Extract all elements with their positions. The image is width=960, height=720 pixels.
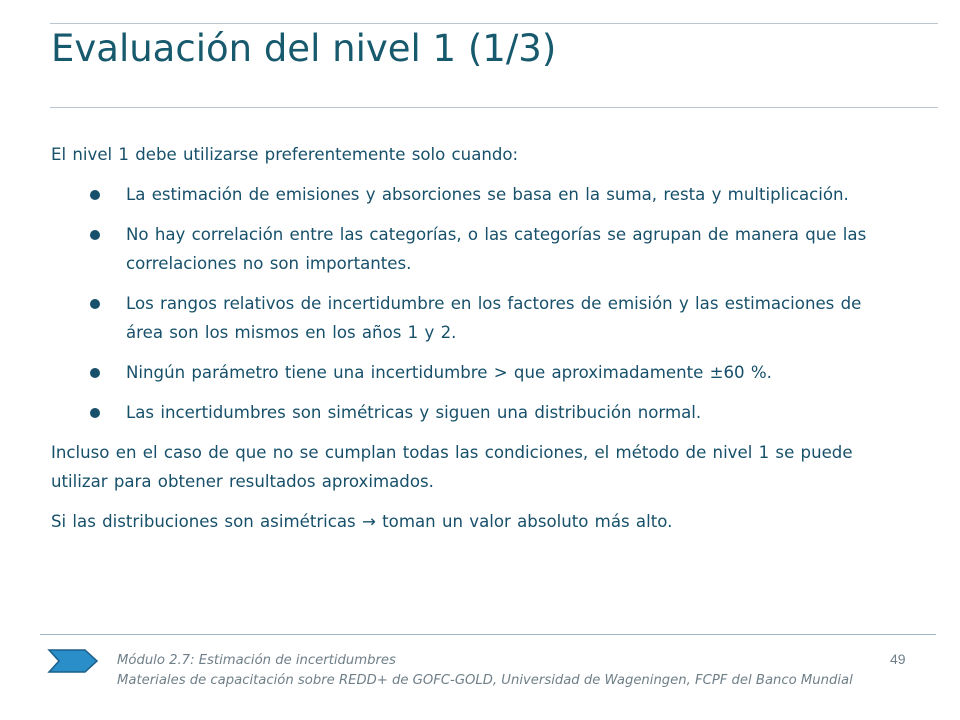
bullet-dot-icon	[90, 299, 100, 309]
chevron-arrow-icon	[47, 648, 99, 674]
bullet-dot-icon	[90, 408, 100, 418]
slide-body	[51, 140, 891, 547]
footer-text	[117, 651, 857, 691]
asymmetric-text-before: Si las distribuciones son asimétricas	[51, 512, 356, 531]
bullet-dot-icon	[90, 230, 100, 240]
right-arrow-icon: →	[361, 512, 376, 531]
condition-item	[51, 220, 891, 278]
condition-text: La estimación de emisiones y absorciones se basa en la suma, resta y multiplicación.	[126, 185, 849, 204]
condition-text: Las incertidumbres son simétricas y siguen una distribución normal.	[126, 403, 702, 422]
asymmetric-text	[51, 507, 891, 536]
condition-text: Ningún parámetro tiene una incertidumbre > que aproximadamente ±60 %.	[126, 363, 772, 382]
bullet-dot-icon	[90, 190, 100, 200]
footer-rule	[40, 634, 936, 635]
title-rule	[50, 107, 938, 108]
condition-item	[51, 180, 891, 209]
intro-text: El nivel 1 debe utilizarse preferentemente solo cuando:	[51, 145, 519, 164]
condition-item	[51, 289, 891, 347]
footer-module: Módulo 2.7: Estimación de incertidumbres	[117, 653, 396, 668]
bullet-dot-icon	[90, 368, 100, 378]
footer-materials: Materiales de capacitación sobre REDD+ de GOFC-GOLD, Universidad de Wageningen, FCPF del Banco Mundial	[117, 673, 853, 688]
condition-text: Los rangos relativos de incertidumbre en los factores de emisión y las estimaciones de área son los mismos en los años 1 y 2.	[126, 294, 862, 342]
condition-text: No hay correlación entre las categorías, o las categorías se agrupan de manera que las correlaciones no son importantes.	[126, 225, 867, 273]
conditions-list	[51, 180, 891, 427]
asymmetric-text-after: toman un valor absoluto más alto.	[382, 512, 673, 531]
condition-item	[51, 358, 891, 387]
page-number: 49	[890, 651, 906, 667]
note-text: Incluso en el caso de que no se cumplan todas las condiciones, el método de nivel 1 se puede utilizar para obtener resultados aproximados.	[51, 443, 853, 491]
top-rule	[50, 23, 938, 24]
condition-item	[51, 398, 891, 427]
slide-title: Evaluación del nivel 1 (1/3)	[51, 27, 557, 70]
